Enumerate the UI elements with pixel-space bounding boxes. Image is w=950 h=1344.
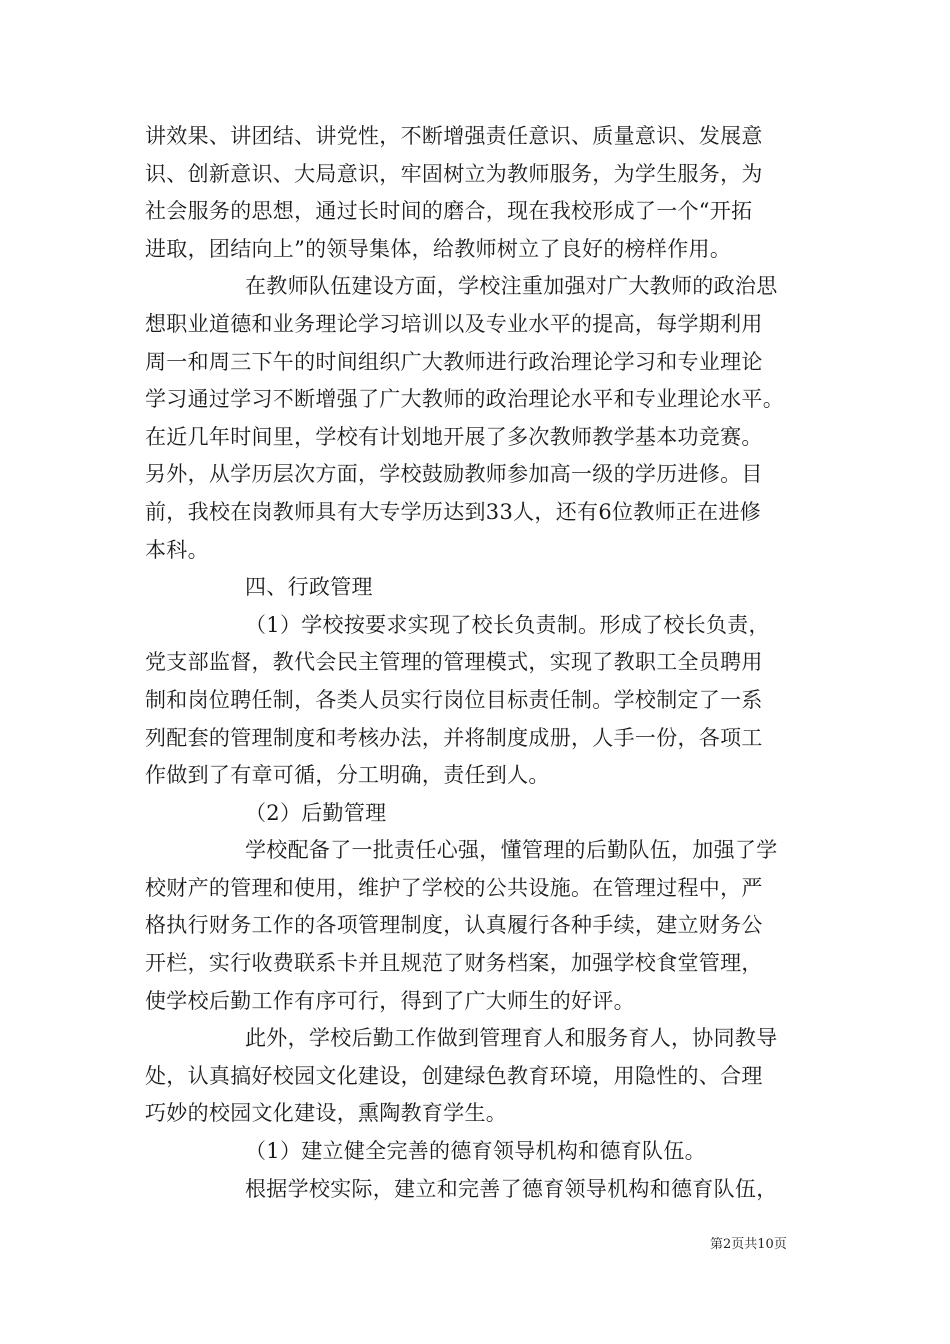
text-line: 格执行财务工作的各项管理制度，认真履行各种手续，建立财务公 (145, 913, 763, 938)
subsection-heading: （2）后勤管理 (245, 800, 387, 825)
text-line: 处，认真搞好校园文化建设，创建绿色教育环境，用隐性的、合理 (145, 1063, 763, 1088)
paragraph-start-line: 学校配备了一批责任心强，懂管理的后勤队伍，加强了学 (245, 838, 778, 863)
text-line: 作做到了有章可循，分工明确，责任到人。 (145, 763, 550, 788)
text-line: 使学校后勤工作有序可行，得到了广大师生的好评。 (145, 988, 635, 1013)
text-line: 识、创新意识、大局意识，牢固树立为教师服务，为学生服务，为 (145, 161, 763, 186)
text-line: 另外，从学历层次方面，学校鼓励教师参加高一级的学历进修。目 (145, 462, 763, 487)
subsection-heading: （1）建立健全完善的德育领导机构和德育队伍。 (245, 1139, 706, 1164)
text-line: 巧妙的校园文化建设，熏陶教育学生。 (145, 1101, 508, 1126)
text-line: 列配套的管理制度和考核办法，并将制度成册，人手一份，各项工 (145, 725, 763, 750)
paragraph-start-line: 根据学校实际，建立和完善了德育领导机构和德育队伍， (245, 1176, 778, 1201)
paragraph-start-line: 在教师队伍建设方面，学校注重加强对广大教师的政治思 (245, 274, 778, 299)
text-line: 讲效果、讲团结、讲党性，不断增强责任意识、质量意识、发展意 (145, 124, 763, 148)
paragraph-start-line: 此外，学校后勤工作做到管理育人和服务育人，协同教导 (245, 1026, 778, 1051)
text-line: 周一和周三下午的时间组织广大教师进行政治理论学习和专业理论 (145, 349, 763, 374)
text-line: 制和岗位聘任制，各类人员实行岗位目标责任制。学校制定了一系 (145, 687, 763, 712)
text-line: 党支部监督，教代会民主管理的管理模式，实现了教职工全员聘用 (145, 650, 763, 675)
text-line: 在近几年时间里，学校有计划地开展了多次教师教学基本功竞赛。 (145, 424, 763, 449)
paragraph-start-line: （1）学校按要求实现了校长负责制。形成了校长负责， (245, 612, 770, 637)
text-line: 想职业道德和业务理论学习培训以及专业水平的提高，每学期利用 (145, 311, 763, 336)
text-line: 学习通过学习不断增强了广大教师的政治理论水平和专业理论水平。 (145, 387, 784, 412)
text-line: 开栏，实行收费联系卡并且规范了财务档案，加强学校食堂管理， (145, 951, 763, 976)
section-heading: 四、行政管理 (245, 575, 373, 600)
body-text (145, 118, 815, 1208)
text-line: 社会服务的思想，通过长时间的磨合，现在我校形成了一个“开拓 (145, 199, 753, 224)
text-line: 前，我校在岗教师具有大专学历达到33人，还有6位教师正在进修 (145, 499, 762, 524)
page-number-footer: 第2页共10页 (710, 1237, 787, 1252)
text-line: 校财产的管理和使用，维护了学校的公共设施。在管理过程中，严 (145, 875, 763, 900)
text-line: 进取，团结向上”的领导集体，给教师树立了良好的榜样作用。 (145, 236, 732, 261)
text-line: 本科。 (145, 537, 209, 562)
